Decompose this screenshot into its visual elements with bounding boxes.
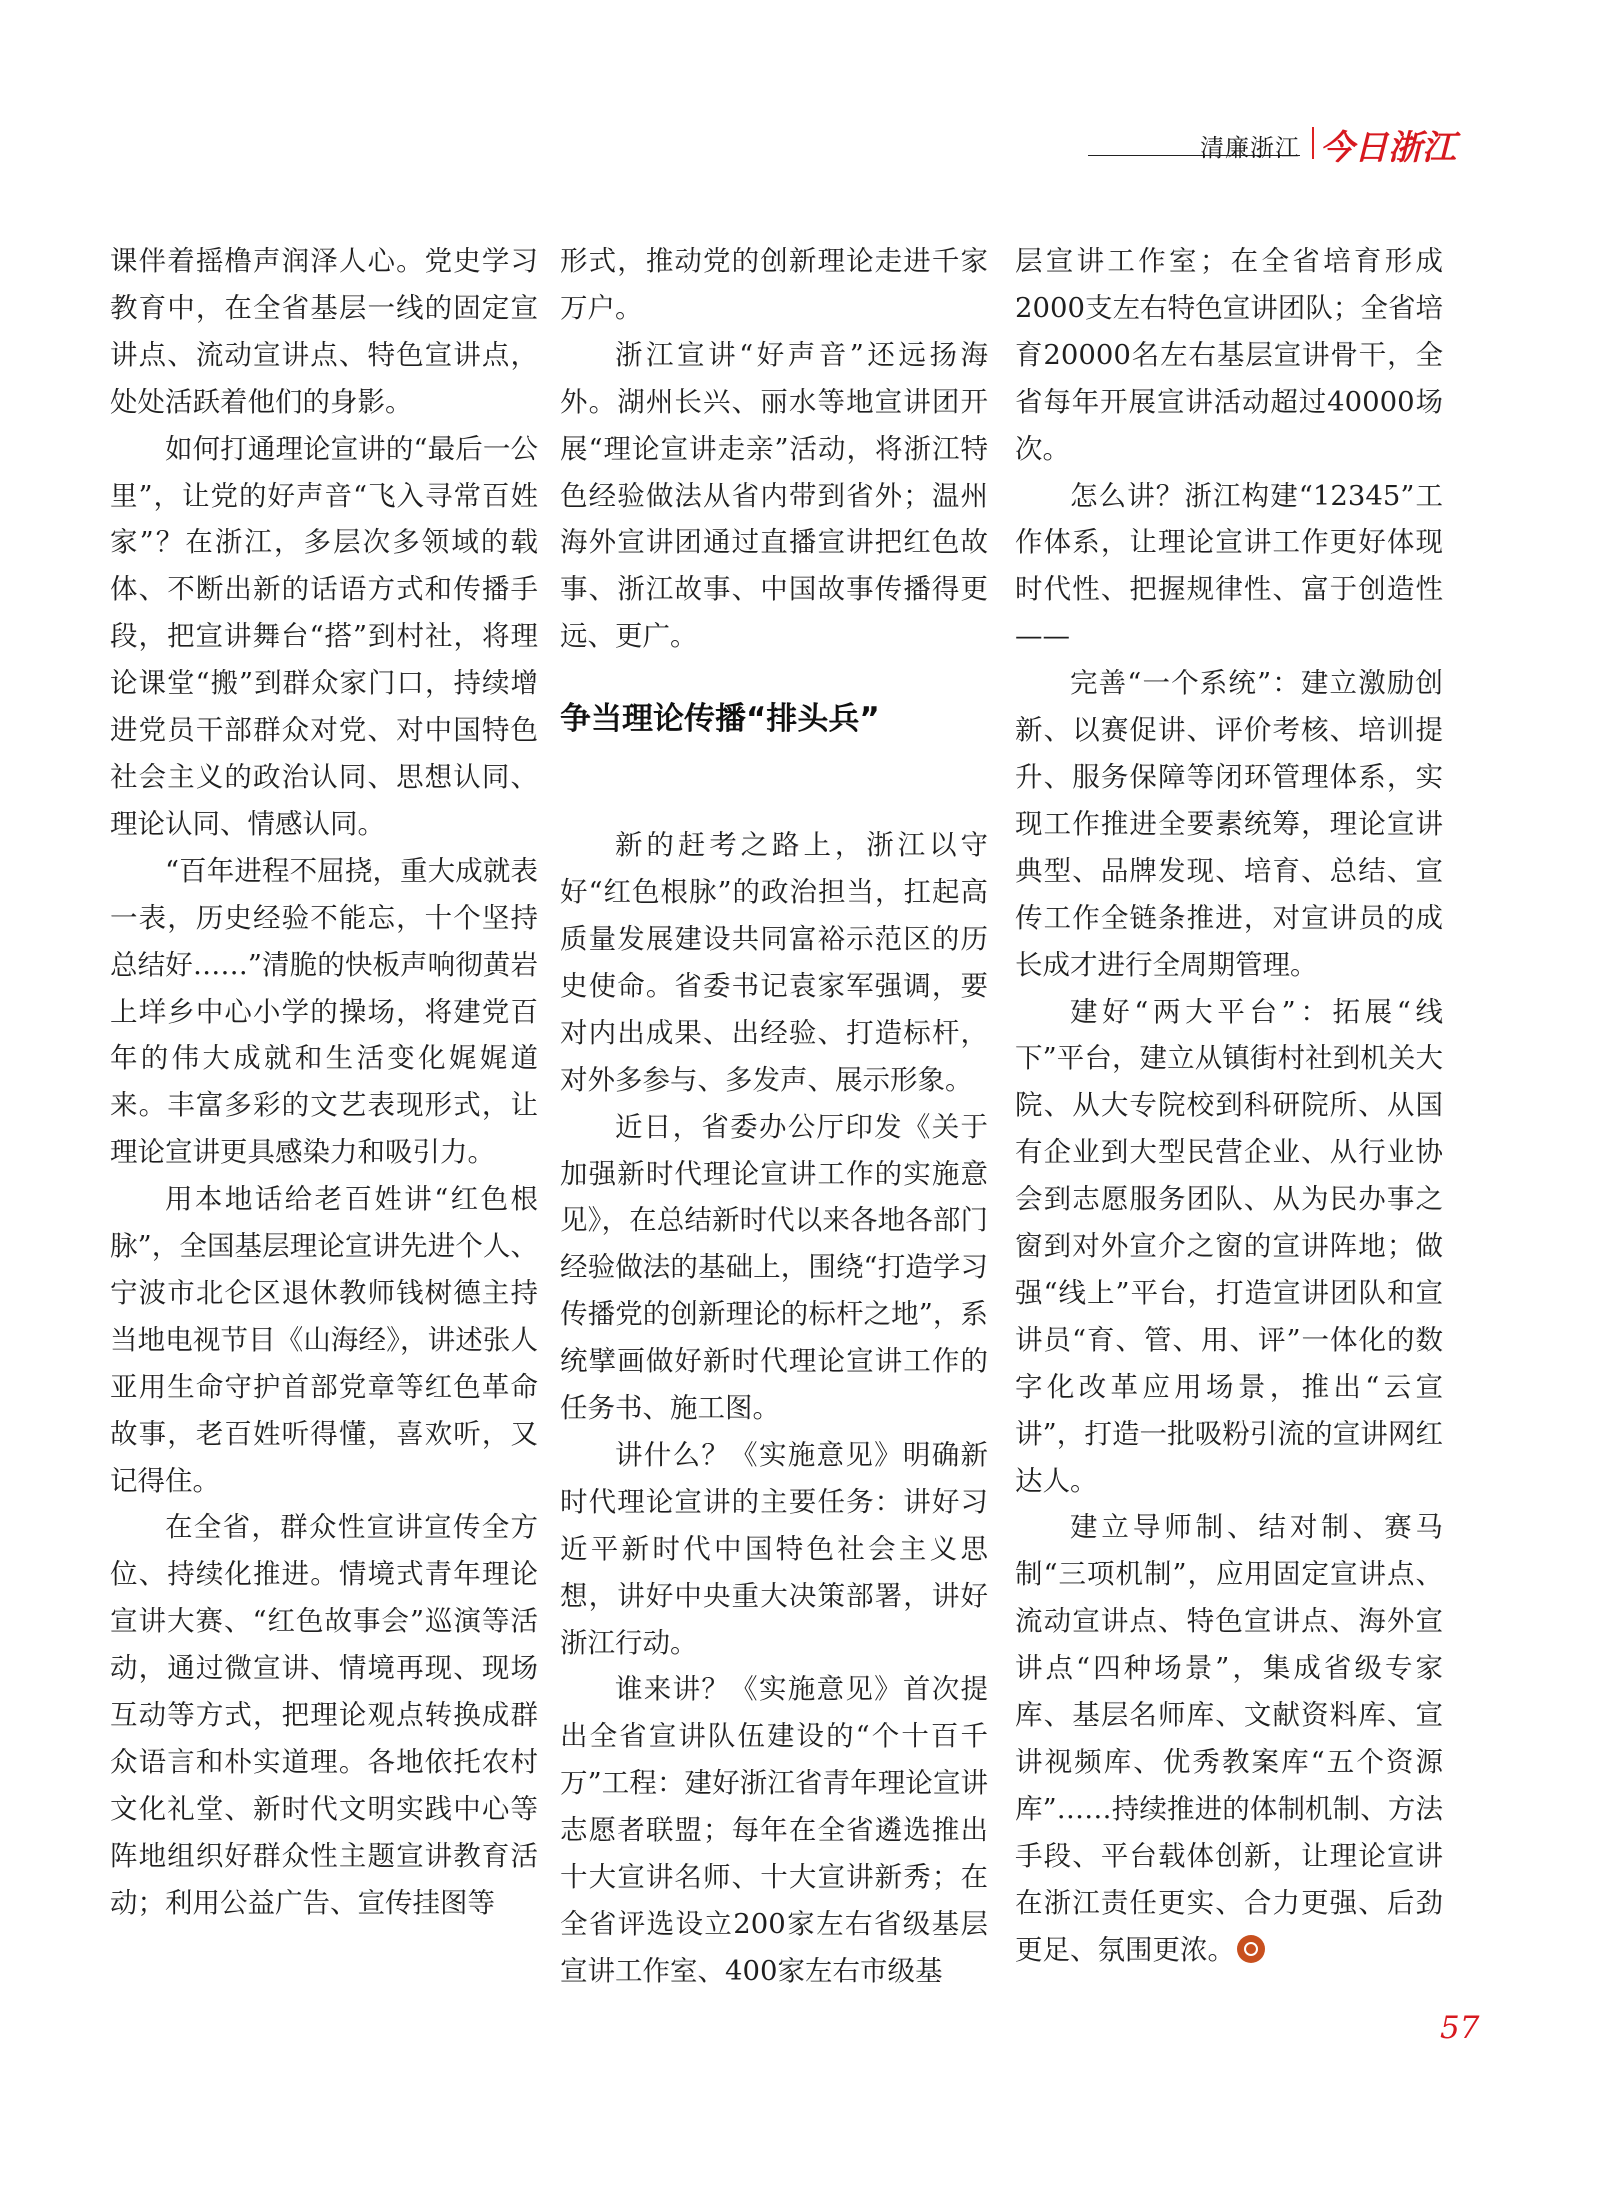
paragraph: 课伴着摇橹声润泽人心。党史学习教育中，在全省基层一线的固定宣讲点、流动宣讲点、特色宣讲点，处处活跃着他们的身影。 (110, 245, 538, 418)
magazine-logo: 今日浙江 (1320, 128, 1456, 168)
paragraph: 近日，省委办公厅印发《关于加强新时代理论宣讲工作的实施意见》，在总结新时代以来各地各部门经验做法的基础上，围绕“打造学习传播党的创新理论的标杆之地”，系统擘画做好新时代理论宣讲工作的任务书、施工图。 (560, 1110, 988, 1425)
paragraph: 完善“一个系统”：建立激励创新、以赛促讲、评价考核、培训提升、服务保障等闭环管理体系，实现工作推进全要素统筹，理论宣讲典型、品牌发现、培育、总结、宣传工作全链条推进，对宣讲员的成长成才进行全周期管理。 (1015, 667, 1443, 981)
header-separator (1312, 127, 1314, 159)
paragraph: “百年进程不屈挠，重大成就表一表，历史经验不能忘，十个坚持总结好……”清脆的快板声响彻黄岩上垟乡中心小学的操场，将建党百年的伟大成就和生活变化娓娓道来。丰富多彩的文艺表现形式，让理论宣讲更具感染力和吸引力。 (110, 854, 538, 1169)
section-label: 清廉浙江 (1200, 134, 1300, 162)
paragraph: 建好“两大平台”：拓展“线下”平台，建立从镇街村社到机关大院、从大专院校到科研院所、从国有企业到大型民营企业、从行业协会到志愿服务团队、从为民办事之窗到对外宣介之窗的宣讲阵地；做强“线上”平台，打造宣讲团队和宣讲员“育、管、用、评”一体化的数字化改革应用场景，推出“云宣讲”，打造一批吸粉引流的宣讲网红达人。 (1015, 995, 1443, 1497)
column-1 (110, 238, 538, 1927)
paragraph: 讲什么？《实施意见》明确新时代理论宣讲的主要任务：讲好习近平新时代中国特色社会主义思想，讲好中央重大决策部署，讲好浙江行动。 (560, 1438, 988, 1659)
paragraph: 在全省，群众性宣讲宣传全方位、持续化推进。情境式青年理论宣讲大赛、“红色故事会”巡演等活动，通过微宣讲、情境再现、现场互动等方式，把理论观点转换成群众语言和朴实道理。各地依托农村文化礼堂、新时代文明实践中心等阵地组织好群众性主题宣讲教育活动；利用公益广告、宣传挂图等 (110, 1511, 538, 1919)
end-mark-icon (1237, 1935, 1265, 1963)
page-number: 57 (1440, 2010, 1480, 2046)
paragraph: 谁来讲？《实施意见》首次提出全省宣讲队伍建设的“个十百千万”工程：建好浙江省青年理论宣讲志愿者联盟；每年在全省遴选推出十大宣讲名师、十大宣讲新秀；在全省评选设立200家左右省级基层宣讲工作室、400家左右市级基 (560, 1673, 988, 1987)
paragraph: 新的赶考之路上，浙江以守好“红色根脉”的政治担当，扛起高质量发展建设共同富裕示范区的历史使命。省委书记袁家军强调，要对内出成果、出经验、打造标杆，对外多参与、多发声、展示形象。 (560, 829, 988, 1096)
column-2 (560, 238, 988, 1995)
paragraph: 形式，推动党的创新理论走进千家万户。 (560, 245, 988, 324)
section-heading: 争当理论传播“排头兵” (560, 701, 880, 738)
paragraph: 用本地话给老百姓讲“红色根脉”，全国基层理论宣讲先进个人、宁波市北仑区退休教师钱树德主持当地电视节目《山海经》，讲述张人亚用生命守护首部党章等红色革命故事，老百姓听得懂，喜欢听，又记得住。 (110, 1183, 538, 1497)
paragraph: 如何打通理论宣讲的“最后一公里”，让党的好声音“飞入寻常百姓家”？在浙江，多层次多领域的载体、不断出新的话语方式和传播手段，把宣讲舞台“搭”到村社，将理论课堂“搬”到群众家门口，持续增进党员干部群众对党、对中国特色社会主义的政治认同、思想认同、理论认同、情感认同。 (110, 432, 538, 840)
column-3 (1015, 238, 1443, 1974)
paragraph: 浙江宣讲“好声音”还远扬海外。湖州长兴、丽水等地宣讲团开展“理论宣讲走亲”活动，将浙江特色经验做法从省内带到省外；温州海外宣讲团通过直播宣讲把红色故事、浙江故事、中国故事传播得更远、更广。 (560, 338, 988, 653)
paragraph: 怎么讲？浙江构建“12345”工作体系，让理论宣讲工作更好体现时代性、把握规律性、富于创造性—— (1015, 479, 1443, 653)
paragraph: 层宣讲工作室；在全省培育形成2000支左右特色宣讲团队；全省培育20000名左右基层宣讲骨干，全省每年开展宣讲活动超过40000场次。 (1015, 245, 1443, 465)
paragraph-text: 建立导师制、结对制、赛马制“三项机制”，应用固定宣讲点、流动宣讲点、特色宣讲点、海外宣讲点“四种场景”，集成省级专家库、基层名师库、文献资料库、宣讲视频库、优秀教案库“五个资源库”……持续推进的体制机制、方法手段、平台载体创新，让理论宣讲在浙江责任更实、合力更强、后劲更足、氛围更浓。 (1015, 1511, 1443, 1966)
final-paragraph (1015, 1504, 1443, 1973)
